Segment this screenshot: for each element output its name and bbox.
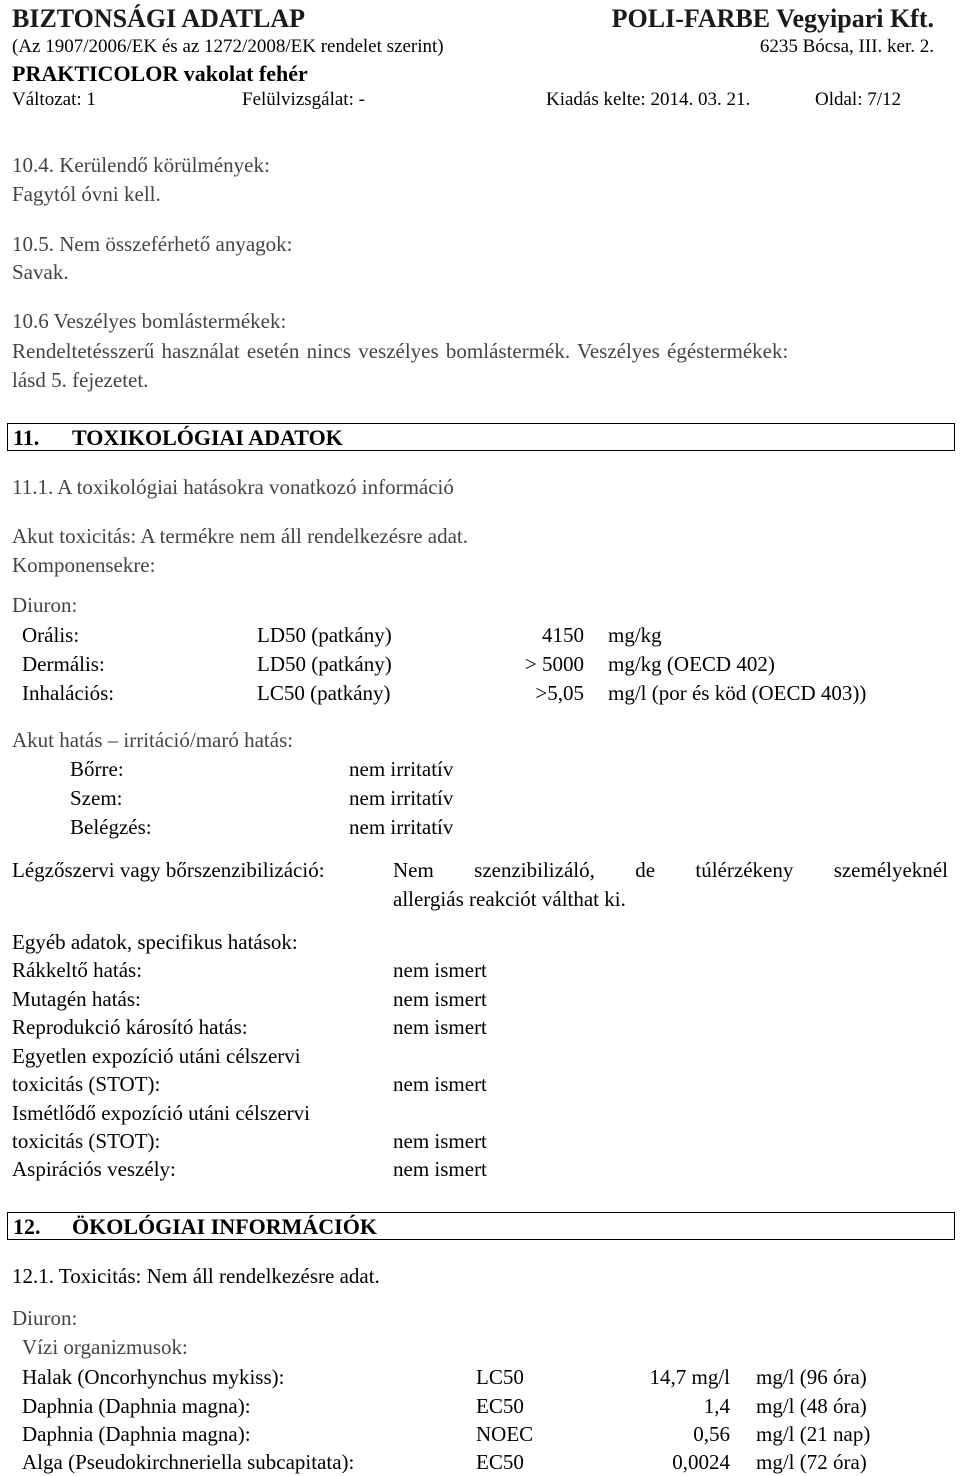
text-10-4: Fagytól óvni kell.	[12, 182, 161, 206]
section-11-title: TOXIKOLÓGIAI ADATOK	[72, 425, 343, 450]
effect-label: Rákkeltő hatás:	[12, 958, 143, 982]
text-10-5: Savak.	[12, 260, 69, 284]
section-12-number: 12.	[13, 1214, 41, 1239]
sensitization-value-line1	[393, 858, 948, 883]
eco-unit: mg/l (48 óra)	[756, 1394, 867, 1418]
subheading-12-1: 12.1. Toxicitás: Nem áll rendelkezésre adat.	[12, 1264, 380, 1288]
revision: Felülvizsgálat: -	[242, 89, 365, 110]
product-name: PRAKTICOLOR vakolat fehér	[12, 61, 308, 86]
irritation-label: Szem:	[70, 786, 123, 810]
eco-test: NOEC	[476, 1422, 534, 1446]
irritation-value: nem irritatív	[349, 815, 454, 839]
effect-label: Aspirációs veszély:	[12, 1157, 176, 1181]
effect-label: Ismétlődő expozíció utáni célszervi	[12, 1101, 310, 1125]
eco-unit: mg/l (96 óra)	[756, 1365, 867, 1389]
effect-label: Egyetlen expozíció utáni célszervi	[12, 1044, 301, 1068]
tox-unit: mg/kg (OECD 402)	[608, 652, 775, 676]
other-effects-title: Egyéb adatok, specifikus hatások:	[12, 930, 298, 954]
sensitization-word: szenzibilizáló,	[474, 858, 595, 882]
eco-value: 14,7 mg/l	[649, 1365, 730, 1389]
irritation-value: nem irritatív	[349, 786, 454, 810]
irritation-label: Bőrre:	[70, 757, 124, 781]
section-11-number: 11.	[13, 425, 40, 450]
tox-route: Inhalációs:	[22, 681, 115, 705]
components-label: Komponensekre:	[12, 553, 156, 577]
sensitization-label: Légzőszervi vagy bőrszenzibilizáció:	[12, 858, 325, 882]
diuron-label: Diuron:	[12, 593, 78, 617]
effect-value: nem ismert	[393, 1072, 487, 1096]
tox-test: LD50 (patkány)	[257, 623, 392, 647]
effect-value: nem ismert	[393, 987, 487, 1011]
tox-route: Orális:	[22, 623, 80, 647]
diuron-label: Diuron:	[12, 1306, 78, 1330]
page-number: Oldal: 7/12	[815, 89, 902, 110]
eco-test: LC50	[476, 1365, 524, 1389]
document-title: BIZTONSÁGI ADATLAP	[12, 4, 306, 33]
sensitization-value-line2: allergiás reakciót válthat ki.	[393, 887, 626, 911]
subheading-11-1: 11.1. A toxikológiai hatásokra vonatkozó információ	[12, 475, 454, 499]
effect-label: toxicitás (STOT):	[12, 1072, 161, 1096]
tox-value: > 5000	[524, 652, 584, 676]
section-12-title: ÖKOLÓGIAI INFORMÁCIÓK	[72, 1214, 377, 1239]
sensitization-word: de	[635, 858, 656, 882]
text-10-6-line2: lásd 5. fejezetet.	[12, 368, 149, 392]
eco-unit: mg/l (21 nap)	[756, 1422, 871, 1446]
tox-unit: mg/l (por és köd (OECD 403))	[608, 681, 867, 705]
sensitization-word: Nem	[393, 858, 434, 882]
aquatic-label: Vízi organizmusok:	[22, 1335, 188, 1359]
effect-value: nem ismert	[393, 1015, 487, 1039]
sensitization-word: személyeknél	[833, 858, 948, 882]
effect-value: nem ismert	[393, 1157, 487, 1181]
text-10-6-line1: Rendeltetésszerű használat esetén nincs veszélyes bomlástermék. Veszélyes égéstermékek:	[12, 339, 789, 363]
heading-10-6: 10.6 Veszélyes bomlástermékek:	[12, 309, 287, 333]
eco-value: 1,4	[703, 1394, 730, 1418]
eco-organism: Daphnia (Daphnia magna):	[22, 1394, 251, 1418]
tox-test: LD50 (patkány)	[257, 652, 392, 676]
effect-value: nem ismert	[393, 958, 487, 982]
effect-value: nem ismert	[393, 1129, 487, 1153]
company-name: POLI-FARBE Vegyipari Kft.	[611, 4, 934, 33]
eco-organism: Halak (Oncorhynchus mykiss):	[22, 1365, 285, 1389]
tox-value: >5,05	[535, 681, 584, 705]
heading-10-4: 10.4. Kerülendő körülmények:	[12, 153, 270, 177]
irritation-label: Belégzés:	[70, 815, 152, 839]
acute-toxicity-text: Akut toxicitás: A termékre nem áll rendelkezésre adat.	[12, 524, 468, 548]
eco-unit: mg/l (72 óra)	[756, 1450, 867, 1474]
eco-test: EC50	[476, 1450, 524, 1474]
eco-test: EC50	[476, 1394, 524, 1418]
effect-label: toxicitás (STOT):	[12, 1129, 161, 1153]
section-11-header	[7, 423, 955, 451]
regulation-note: (Az 1907/2006/EK és az 1272/2008/EK rendelet szerint)	[12, 36, 444, 57]
effect-label: Reprodukció károsító hatás:	[12, 1015, 248, 1039]
company-address: 6235 Bócsa, III. ker. 2.	[759, 36, 934, 57]
effect-label: Mutagén hatás:	[12, 987, 141, 1011]
tox-route: Dermális:	[22, 652, 105, 676]
eco-organism: Daphnia (Daphnia magna):	[22, 1422, 251, 1446]
eco-value: 0,56	[693, 1422, 730, 1446]
section-12-header	[7, 1212, 955, 1240]
irritation-title: Akut hatás – irritáció/maró hatás:	[12, 728, 294, 752]
heading-10-5: 10.5. Nem összeférhető anyagok:	[12, 232, 293, 256]
irritation-value: nem irritatív	[349, 757, 454, 781]
eco-organism: Alga (Pseudokirchneriella subcapitata):	[22, 1450, 355, 1474]
issue-date: Kiadás kelte: 2014. 03. 21.	[546, 89, 751, 110]
version: Változat: 1	[12, 89, 96, 110]
eco-value: 0,0024	[672, 1450, 730, 1474]
tox-test: LC50 (patkány)	[257, 681, 391, 705]
tox-unit: mg/kg	[608, 623, 662, 647]
sensitization-word: túlérzékeny	[695, 858, 794, 882]
tox-value: 4150	[542, 623, 584, 647]
